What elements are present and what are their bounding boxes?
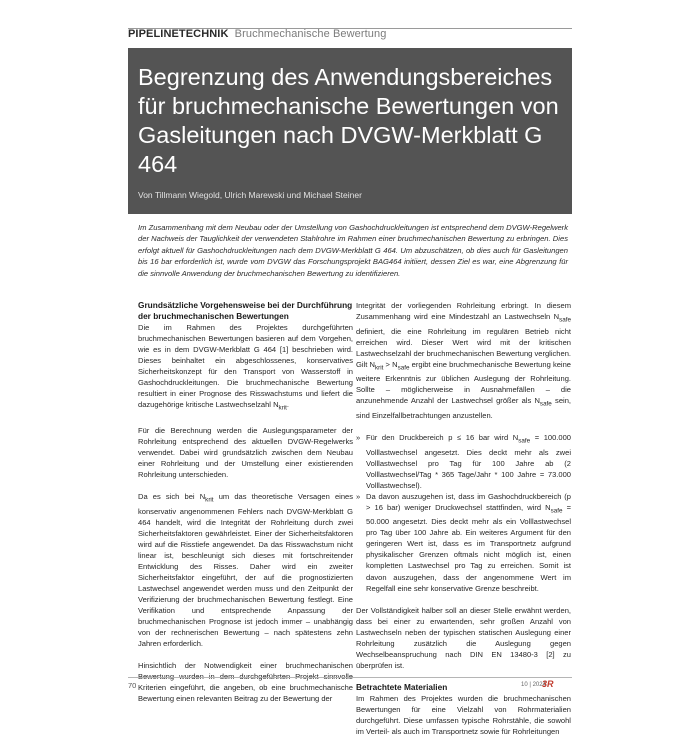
text-column-right	[356, 300, 571, 748]
issue-label: 10 | 2024	[521, 682, 546, 688]
paragraph-4: Hinsichtlich der Notwendigkeit einer bruchmechanischen Kriterien eingeführt, die angeben, ob eine bruchmechanische Bewertung einen relevanten Beitrag zu der Bewertung der	[138, 661, 353, 704]
list-item: » Für den Druckbereich p ≤ 16 bar wird $N_{safe} = 100.000$ Volllastwechsel angesetzt. Dies deckt mehr als zwei Volllastwechsel pro Tag für 100 Jahre ab (2 Volllastwechsel/Tag * 365 Tage/Jahr * 100 Jahre = 73.000 Volllastwechsel).	[356, 432, 571, 491]
article-authors: Von Tillmann Wiegold, Ulrich Marewski und Michael Steiner	[138, 190, 362, 200]
paragraph-3: Da es sich bei $N_{krit}$ um das theoretische Versagen eines konservativ angenommenen Fehlers nach DVGW-Merkblatt G 464 handelt, wird die Integrität der Rohrleitung durch zwei Sicherheitsfaktoren gewährleistet. Einer der Sicherheitsfaktoren wird auf die Risstiefe angewendet. Da das Risswachstum nicht linear ist, beschleunigt sich dieses mit fortschreitender Entwicklung des Risses. Daher wird ein zweiter Sicherheitsfaktor eingeführt, der auf die prognostizierten Lastwechsel angewendet werden muss und den Zeitpunkt der Verifizierung der bruchmechanischen Bewertung festlegt. Eine Verifikation und entsprechende Anpassung der bruchmechanischen Prognose ist jedoch immer – unabhängig von der rechnerischen Bewertung – nach spätestens zehn Jahren erforderlich.	[138, 492, 353, 649]
paragraph-2: Für die Berechnung werden die Auslegungsparameter der Rohrleitung entsprechend des aktuellen DVGW-Regelwerks verwendet. Dabei wird grundsätzlich zwischen dem Neubau einer Rohrleitung und der Umstellung einer existierenden Rohrleitung unterschieden.	[138, 425, 353, 480]
paragraph-5: Integrität der vorliegenden Rohrleitung erbringt. In diesem Zusammenhang wird eine Mindestzahl an Lastwechseln $N_{safe}$ definiert, die eine Rohrleitung im regulären Betrieb nicht erreichen wird. Dieser Wert wird mit der kritischen Lastwechselzahl der bruchmechanischen Bewertung verglichen. Gilt $N_{krit} > N_{safe}$ ergibt eine bruchmechanische Bewertung keine weitere Erkenntnis zur üblichen Auslegung der Rohrleitung. Sollte – möglicherweise in Ausnahmefällen – die anzunehmende Anzahl der Lastwechsel größer als $N_{safe}$ sein, sind Einzelfallbetrachtungen anzustellen.	[356, 301, 571, 420]
running-header	[128, 28, 386, 40]
footer-rule	[128, 677, 572, 678]
article-title: Begrenzung des Anwendungsbereiches für bruchmechanische Bewertungen von Gasleitungen nach DVGW-Merkblatt G 464	[138, 64, 559, 177]
section-heading-2: Betrachtete Materialien	[356, 681, 448, 692]
page-number: 70	[128, 681, 137, 690]
criteria-list	[356, 432, 571, 594]
section-heading-1: Grundsätzliche Vorgehensweise bei der Durchführung der bruchmechanischen Bewertungen	[138, 300, 353, 321]
section-label: PIPELINETECHNIK	[128, 28, 229, 40]
paragraph-1: Die im Rahmen des Projektes durchgeführten bruchmechanischen Bewertungen basieren auf dem Vorgehen, wie es in dem DVGW-Merkblatt G 464 [1] beschrieben wird. Dieses beinhaltet ein abgeschlossenes, konservatives Sicherheitskonzept für den Transport von Wasserstoff in Gashochdruckleitungen. Die bruchmechanische Bewertung resultiert in einer Prognose des Risswachstums und liefert die dazugehörige kritische Lastwechselzahl $N_{krit}$.	[138, 323, 353, 412]
list-item: » Da davon auszugehen ist, dass im Gashochdruckbereich (p > 16 bar) weniger Druckwechsel stattfinden, wird $N_{safe} = 50.000$ angesetzt. Dies deckt mehr als ein Volllastwechsel pro Tag über 100 Jahre ab. Ein weiteres Argument für den geringeren Wert ist, dass es im Transportnetz aufgrund physikalischer Grenzen oftmals nicht möglich ist, einen kompletten Lastwechsel pro Tag zu erreichen. Somit ist davon auszugehen, dass der angenommene Wert im Regelfall eine sehr konservative Grenze beschreibt.	[356, 491, 571, 594]
publisher-logo: 3R	[542, 679, 554, 689]
article-lead: Im Zusammenhang mit dem Neubau oder der Umstellung von Gashochdruckleitungen ist entsprechend dem DVGW-Regelwerk der Nachweis der Tauglichkeit der verwendeten Stahlrohre im Rahmen einer bruchmechanischen Bewertung zu erbringen. Dies erfolgt aktuell für Gashochdruckleitungen nach dem DVGW-Merkblatt G 464. Um abzuschätzen, ob dies auch für Gasleitungen bis 16 bar erforderlich ist, wurde vom DVGW das Forschungsprojekt BAG464 initiiert, dessen Ziel es war, eine Abgrenzung für die sinnvolle Anwendung der bruchmechanischen Bewertung zu identifizieren.	[138, 223, 568, 278]
paragraph-6: Der Vollständigkeit halber soll an dieser Stelle erwähnt werden, dass bei einer zu erwartenden, sehr großen Anzahl von Lastwechseln neben der typischen statischen Auslegung einer Rohrleitung zusätzlich die Auslegung gegen Wechselbeanspruchung nach DIN EN 13480-3 [2] zu überprüfen ist.	[356, 605, 571, 670]
paragraph-7: Im Rahmen des Projektes wurden die bruchmechanischen Bewertungen für eine Vielzahl von Rohrmaterialien durchgeführt. Diese umfassen typische Rohrstähle, die sowohl im Verteil- als auch im Transportnetz sowie für Rohrleitungen	[356, 693, 571, 737]
text-column-left	[138, 300, 353, 715]
topic-label: Bruchmechanische Bewertung	[234, 28, 387, 40]
